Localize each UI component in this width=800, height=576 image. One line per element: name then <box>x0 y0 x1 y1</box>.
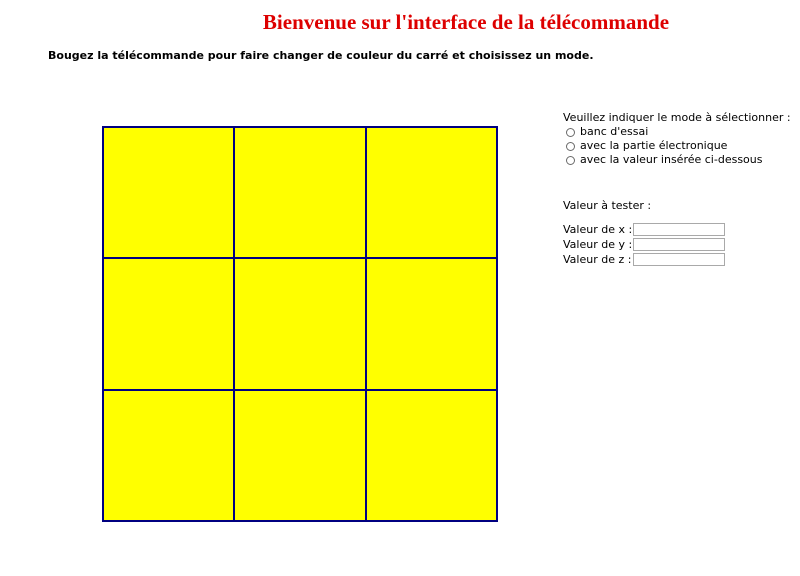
grid-cell-1 <box>103 127 234 258</box>
z-value-input[interactable] <box>633 253 725 266</box>
mode-option-partie-electronique[interactable] <box>563 139 791 153</box>
radio-button-banc-essai[interactable] <box>566 128 575 137</box>
radio-button-valeur-inseree[interactable] <box>566 156 575 165</box>
y-field-label: Valeur de y : <box>563 238 633 251</box>
mode-option-label: avec la valeur insérée ci-dessous <box>580 153 763 166</box>
grid-cell-3 <box>366 127 497 258</box>
page-title: Bienvenue sur l'interface de la télécommande <box>262 10 670 34</box>
mode-option-label: banc d'essai <box>580 125 649 138</box>
test-values-title: Valeur à tester : <box>563 199 652 212</box>
mode-prompt: Veuillez indiquer le mode à sélectionner : <box>563 111 791 124</box>
test-values-panel <box>563 199 725 267</box>
mode-panel <box>563 111 791 167</box>
mode-option-label: avec la partie électronique <box>580 139 728 152</box>
field-row-y <box>563 237 725 252</box>
x-field-label: Valeur de x : <box>563 223 633 236</box>
radio-button-partie-electronique[interactable] <box>566 142 575 151</box>
grid-cell-6 <box>366 258 497 389</box>
mode-option-banc-essai[interactable] <box>563 125 791 139</box>
grid-cell-2 <box>234 127 365 258</box>
color-grid <box>102 126 498 522</box>
y-value-input[interactable] <box>633 238 725 251</box>
field-row-z <box>563 252 725 267</box>
grid-cell-9 <box>366 390 497 521</box>
x-value-input[interactable] <box>633 223 725 236</box>
grid-cell-8 <box>234 390 365 521</box>
z-field-label: Valeur de z : <box>563 253 632 266</box>
grid-cell-5 <box>234 258 365 389</box>
field-row-x <box>563 222 725 237</box>
grid-cell-4 <box>103 258 234 389</box>
instructions-text: Bougez la télécommande pour faire changer de couleur du carré et choisissez un mode. <box>48 49 594 62</box>
mode-option-valeur-inseree[interactable] <box>563 153 791 167</box>
grid-cell-7 <box>103 390 234 521</box>
